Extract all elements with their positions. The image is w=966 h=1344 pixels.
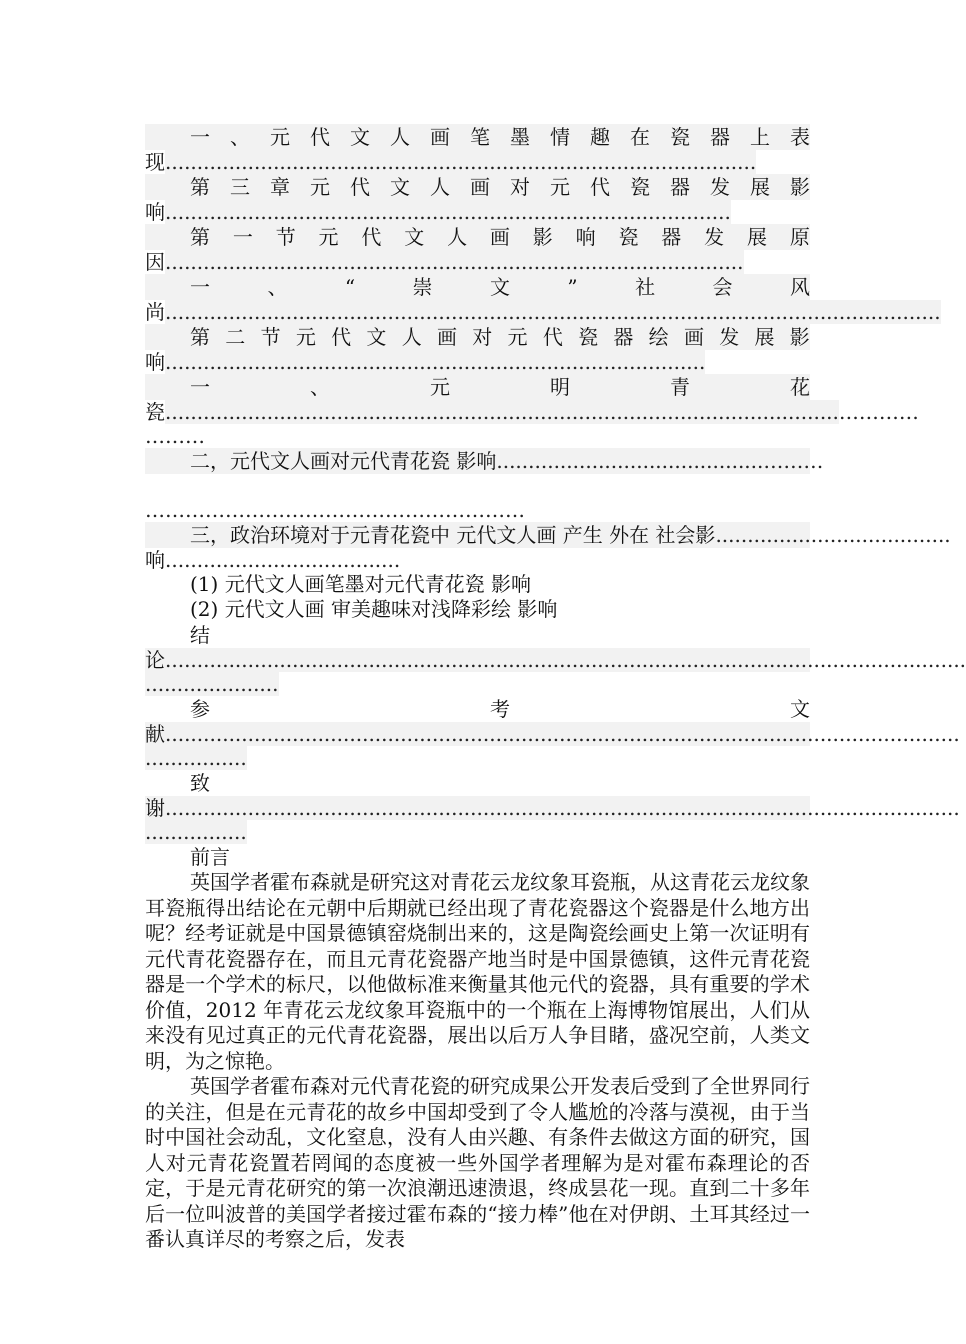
toc-ending-heading <box>145 622 810 648</box>
toc-text: 二，元代文人画对元代青花瓷 影响 <box>190 449 497 473</box>
toc-leader-dots: ............................................................................................................................. <box>165 722 960 746</box>
toc-entry-continuation <box>145 498 810 522</box>
toc-char: 影 <box>790 175 810 199</box>
toc-char: 明 <box>550 375 570 399</box>
toc-char: 、 <box>310 375 330 399</box>
toc-char: 器 <box>661 225 682 249</box>
toc-char: 对 <box>510 175 530 199</box>
toc-char: 节 <box>275 225 296 249</box>
toc-entry-continuation <box>145 150 810 174</box>
toc-cont-char: 响 <box>145 548 165 572</box>
toc-char: 影 <box>532 225 553 249</box>
toc-leader-dots: .......................................................................................................... <box>165 400 839 424</box>
toc-char: 画 <box>470 175 490 199</box>
toc-leader-dots: ........................................................................................... <box>165 250 744 274</box>
toc-char: 代 <box>350 175 370 199</box>
toc-char: 致 <box>190 771 210 795</box>
toc-entry-continuation <box>145 722 960 746</box>
toc-char: 情 <box>550 125 570 149</box>
toc-char: 节 <box>260 325 281 349</box>
toc-char: 元 <box>430 375 450 399</box>
toc-char: 结 <box>190 623 210 647</box>
toc-char: 第 <box>190 225 210 249</box>
toc-char: 发 <box>710 175 730 199</box>
toc-leader-ellipsis: ……… <box>763 449 824 473</box>
toc-char: 展 <box>754 325 775 349</box>
toc-leader-ellipsis: ……… <box>145 424 205 448</box>
toc-char: ” <box>567 275 578 299</box>
toc-char: 花 <box>790 375 810 399</box>
toc-char: 参 <box>190 697 210 721</box>
toc-char: 在 <box>630 125 650 149</box>
toc-entry-text <box>145 622 810 648</box>
toc-char: 元 <box>295 325 316 349</box>
toc-char: 章 <box>270 175 290 199</box>
toc-char: 文 <box>404 225 425 249</box>
toc-char: 崇 <box>412 275 433 299</box>
toc-leader-dots: ............................................................................................. <box>165 150 757 174</box>
toc-entry-text <box>145 374 810 400</box>
toc-char: 画 <box>489 225 510 249</box>
preface-paragraph: 英国学者霍布森对元代青花瓷的研究成果公开发表后受到了全世界同行的关注，但是在元青花的故乡中国却受到了令人尴尬的冷落与漠视，由于当时中国社会动乱，文化窒息，没有人由兴趣、有条件去做这方面的研究，国人对元青花瓷置若罔闻的态度被一些外国学者理解为是对霍布森理论的否定，于是元青花研究的第一次浪潮迅速溃退，终成昙花一现。直到二十多年后一位叫波普的美国学者接过霍布森的“接力棒”他在对伊朗、土耳其经过一番认真详尽的考察之后，发表 <box>145 1074 810 1251</box>
toc-char: 一 <box>232 225 253 249</box>
toc-char: 瓷 <box>618 225 639 249</box>
toc-ending-heading <box>145 770 810 796</box>
toc-char: 青 <box>670 375 690 399</box>
toc-endings <box>145 622 966 844</box>
toc-entry-continuation <box>145 350 810 374</box>
toc-entry-text <box>145 224 810 250</box>
toc-char: 代 <box>310 125 330 149</box>
toc-char: 对 <box>472 325 493 349</box>
toc-char: 元 <box>507 325 528 349</box>
toc-leader-dots: ................ <box>145 746 247 770</box>
toc-char: 原 <box>789 225 810 249</box>
toc-entry-text <box>145 770 810 796</box>
toc-char: 一 <box>190 375 210 399</box>
toc-entry-text <box>145 448 823 474</box>
toc-char: 一 <box>190 275 210 299</box>
toc-char: 器 <box>710 125 730 149</box>
toc-char: 画 <box>683 325 704 349</box>
toc-char: 人 <box>401 325 422 349</box>
toc-char: 元 <box>310 175 330 199</box>
toc-char: 文 <box>350 125 370 149</box>
toc-char: 瓷 <box>670 125 690 149</box>
toc-entry-continuation <box>145 746 810 770</box>
toc-cont-char: 响 <box>145 350 165 374</box>
toc-leader-dots: .............................................................................................................................. <box>165 648 966 672</box>
toc-cont-char: 响 <box>145 200 165 224</box>
toc-entry-continuation <box>145 648 966 672</box>
toc-subitem: (1) 元代文人画笔墨对元代青花瓷 影响 <box>190 572 532 596</box>
toc-char: 展 <box>750 175 770 199</box>
toc-entry-continuation <box>145 474 810 498</box>
toc-leader-dots: ..................... <box>145 672 279 696</box>
toc-entry-heading <box>145 374 810 400</box>
toc-text: 三，政治环境对于元青花瓷中 元代文人画 产生 外在 社会影 <box>190 523 716 547</box>
toc-entry-text <box>145 324 810 350</box>
toc-char: 笔 <box>470 125 490 149</box>
toc-char: 风 <box>789 275 810 299</box>
toc-char: 画 <box>436 325 457 349</box>
toc-leader-ellipsis: ………… <box>838 400 919 424</box>
toc-char: 第 <box>190 325 210 349</box>
toc-entry-text <box>145 696 810 722</box>
toc-entry-text <box>145 124 810 150</box>
toc-entry-text <box>145 274 810 300</box>
toc-char: 三 <box>230 175 250 199</box>
toc-cont-char: 现 <box>145 150 165 174</box>
toc-cont-char: 献 <box>145 722 165 746</box>
toc-entry-heading <box>145 124 810 150</box>
toc-entry-continuation <box>145 300 941 324</box>
toc-char: 社 <box>635 275 656 299</box>
toc-char: 元 <box>550 175 570 199</box>
toc-char: 趣 <box>590 125 610 149</box>
toc-ending-heading <box>145 696 810 722</box>
toc-entry-continuation <box>145 796 960 820</box>
toc-char: 人 <box>430 175 450 199</box>
toc-entry-continuation <box>145 200 810 224</box>
toc-entry-text <box>145 174 810 200</box>
toc-char: 展 <box>746 225 767 249</box>
toc-leader-ellipsis: ………………………………………………… <box>145 498 525 522</box>
toc-cont-char: 尚 <box>145 300 165 324</box>
toc-char: 绘 <box>648 325 669 349</box>
toc-char: 文 <box>390 175 410 199</box>
preface-title: 前言 <box>190 845 230 869</box>
toc-entry-heading <box>145 174 810 200</box>
toc-char: 代 <box>361 225 382 249</box>
toc-char: 响 <box>575 225 596 249</box>
toc-char: 瓷 <box>630 175 650 199</box>
toc-cont-char: 因 <box>145 250 165 274</box>
toc-entry-continuation <box>145 672 810 696</box>
toc-leader-dots: ............................................................................................................................. <box>165 796 960 820</box>
toc-char: “ <box>344 275 356 299</box>
toc-leader-dots: ......................................................................................... <box>165 200 731 224</box>
toc-char: 考 <box>490 697 510 721</box>
toc-char: 一 <box>190 125 210 149</box>
toc-char: 文 <box>366 325 387 349</box>
preface-paragraph: 英国学者霍布森就是研究这对青花云龙纹象耳瓷瓶，从这青花云龙纹象耳瓷瓶得出结论在元朝中后期就已经出现了青花瓷器这个瓷器是什么地方出呢？经考证就是中国景德镇窑烧制出来的，这是陶瓷绘画史上第一次证明有元代青花瓷器存在，而且元青花瓷器产地当时是中国景德镇，这件元青花瓷器是一个学术的标尺，以他做标准来衡量其他元代的瓷器，具有重要的学术价值，2012 年青花云龙纹象耳瓷瓶中的一个瓶在上海博物馆展出，人们从来没有见过真正的元代青花瓷器，展出以后万人争目睹，盛况空前，人类文明，为之惊艳。 <box>145 870 810 1073</box>
toc-entry-heading <box>145 448 824 474</box>
toc-char: 瓷 <box>578 325 599 349</box>
toc-entry-heading <box>145 224 810 250</box>
toc-char: 器 <box>670 175 690 199</box>
toc-char: 影 <box>789 325 810 349</box>
toc-char: 文 <box>790 697 810 721</box>
toc-entry-continuation <box>145 548 810 572</box>
toc-char: 第 <box>190 175 210 199</box>
table-of-contents <box>145 124 951 572</box>
toc-char: 发 <box>719 325 740 349</box>
toc-char: 会 <box>712 275 733 299</box>
toc-entry-heading <box>145 274 810 300</box>
toc-entry-continuation <box>145 400 919 424</box>
toc-leader-dots: .......................................... <box>496 449 764 473</box>
toc-char: 画 <box>430 125 450 149</box>
toc-entry-continuation <box>145 424 810 448</box>
toc-char: 器 <box>613 325 634 349</box>
toc-cont-char: 论 <box>145 648 165 672</box>
toc-char: 文 <box>489 275 510 299</box>
toc-leader-dots: ..................................................................................... <box>165 350 706 374</box>
toc-char: 人 <box>447 225 468 249</box>
toc-leader-dots: ................ <box>145 820 247 844</box>
toc-entry-text <box>145 522 951 548</box>
toc-char: 上 <box>750 125 770 149</box>
toc-char: 元 <box>270 125 290 149</box>
toc-char: 墨 <box>510 125 530 149</box>
toc-char: 、 <box>267 275 288 299</box>
toc-entry-heading <box>145 522 951 548</box>
toc-leader-dots: ..................................... <box>715 523 951 547</box>
toc-cont-char: 瓷 <box>145 400 165 424</box>
toc-char: 代 <box>542 325 563 349</box>
document-content <box>145 124 966 1253</box>
toc-entry-continuation <box>145 820 810 844</box>
toc-entry-continuation <box>145 250 810 274</box>
toc-subitem: (2) 元代文人画 审美趣味对浅降彩绘 影响 <box>190 597 558 621</box>
toc-char: 人 <box>390 125 410 149</box>
toc-char: 代 <box>590 175 610 199</box>
toc-char: 发 <box>704 225 725 249</box>
toc-char: 、 <box>230 125 250 149</box>
toc-leader-dots: .......................................................................................................................... <box>165 300 941 324</box>
toc-cont-char: 谢 <box>145 796 165 820</box>
toc-char: 二 <box>225 325 246 349</box>
toc-char: 代 <box>331 325 352 349</box>
toc-leader-dots: ..................................... <box>165 548 401 572</box>
toc-entry-heading <box>145 324 810 350</box>
toc-char: 表 <box>790 125 810 149</box>
toc-char: 元 <box>318 225 339 249</box>
